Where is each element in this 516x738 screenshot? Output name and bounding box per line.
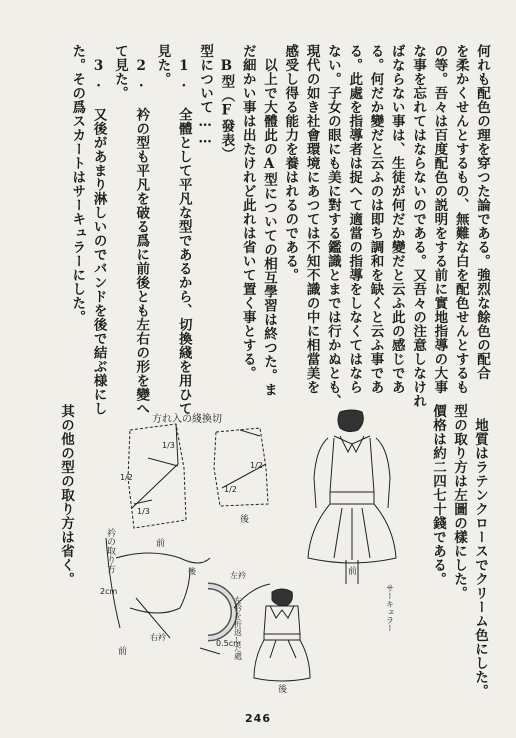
text-column: た。その爲スカートはサーキュラーにした。 [69,44,86,324]
text-column: な事を忘れてはならないのである。又吾々の注意しなけれ [410,44,427,408]
third-label-2: 1/3 [137,507,150,516]
text-column: の等。吾々は百度配色の説明をする前に實地指導の大事 [431,44,448,394]
text-column: 價格は約二四七十錢である。 [430,404,446,586]
third-label-1: 1/3 [162,441,175,450]
text-column: 2. 衿の型も平凡を破る爲に前後とも左右の形を變へ [133,44,150,416]
half-label-3: 1/2 [224,485,237,494]
dress-back-illustration [254,589,310,681]
sewing-pattern-diagram [90,408,410,693]
text-column: 型の取り方は左圖の樣にした。 [451,404,467,600]
dress-front-illustration [308,410,396,584]
back-label-2: 後 [188,567,196,576]
text-column: ばならない事は、生徒が何だか變だと云ふ此の感じであ [388,44,405,394]
text-column: て見た。 [111,44,128,100]
text-column: る。此處を指導者は捉へて適當の指導をしなくてはなら [346,44,363,394]
measure-2cm: 2cm [100,587,118,596]
text-column: 見た。 [154,44,171,86]
back-label-3: 後 [278,685,288,693]
front-label-3: 前 [348,567,358,577]
diagram-title: 方れ入の綫換切 [152,414,222,425]
text-column: 3. 又後があまり淋しいのでバンドを後で結ぶ様にし [90,44,107,416]
front-label-1: 前 [156,539,166,549]
text-column: 以上で大體此のA型についての相互學習は終つた。ま [261,44,277,397]
page-number: 246 [245,712,271,725]
front-label-2: 前 [118,647,128,657]
text-column: を柔かくせんとするもの、無難な白を配色せんとするも [452,44,469,394]
text-column: る。何だか變だと云ふのは即ち調和を缺くと云ふ事であ [367,44,384,394]
text-column: 現代の如き社會環境にあつては不知不識の中に相當美を [303,44,320,394]
right-collar-label: 右衿 [150,633,166,642]
text-column: ない。子女の眼にも美に對する鑑識とまでは行かぬとも、 [324,44,341,408]
text-column: 何れも配色の理を穿つた論である。強烈な餘色の配合 [474,44,490,380]
text-column: 感受し得る能力を養はれるのである。 [282,44,299,282]
circular-label: サーキュラー [385,584,395,632]
back-label-1: 後 [240,515,250,525]
fold-label: 左衿を折返した處 [233,596,243,660]
measure-05cm: 0.5cm [216,639,241,648]
text-column: だ細かい事は出たけれど此れは省いて置く事とする。 [239,44,256,380]
left-collar-label: 左衿 [230,571,246,580]
text-column: 型について…… [197,44,214,147]
half-label-2: 1/2 [250,461,263,470]
text-column: 其の他の型の取り方は省く。 [58,404,74,586]
half-label-1: 1/2 [120,473,133,482]
text-column: 地質はラテンクロースでクリーム色にした。 [472,404,488,698]
text-column: 1. 全體として平凡な型であるから、切換綫を用ひて [175,44,192,416]
text-column: B型（F發表） [218,44,235,161]
collar-pattern [106,538,270,654]
collar-method-label: 衿の取り方 [105,528,115,573]
